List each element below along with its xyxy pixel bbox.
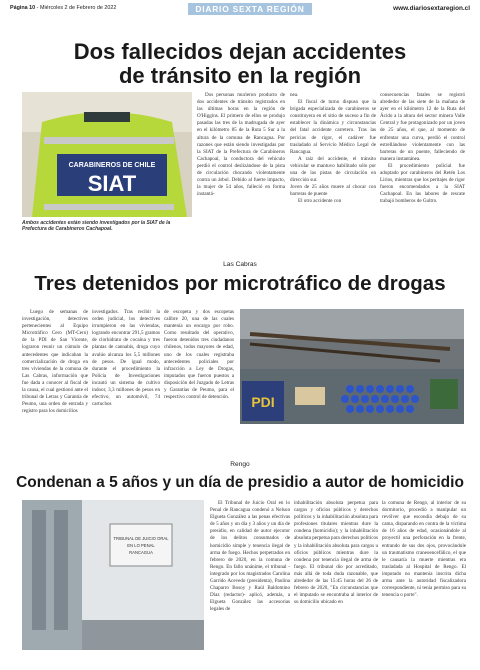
courthouse-photo [22,500,204,650]
article2-headline: Tres detenidos por microtráfico de drogas [34,272,446,295]
vest-text: CARABINEROS DE CHILE [68,162,156,169]
article1-col2a: nea. [290,92,299,98]
article1-column-2 [290,92,376,244]
seized-items-photo [240,309,464,424]
vest-siat-text: SIAT [87,171,137,196]
page-number: Página 10 [10,5,36,11]
svg-text:RANCAGUA: RANCAGUA [129,550,153,555]
svg-text:EN LO PENAL: EN LO PENAL [127,543,155,548]
article1-subhead: Joven de 25 años muere al chocar con barreras de puente [290,184,376,198]
page-date [10,5,116,11]
article1-title-line1: Dos fallecidos dejan accidentes [73,39,407,64]
article3-column-2 [294,500,378,660]
svg-text:TRIBUNAL DE JUICIO ORAL: TRIBUNAL DE JUICIO ORAL [113,536,169,541]
article3-column-3 [382,500,466,660]
article3-column-1 [210,500,290,660]
article3-kicker: Rengo [230,461,250,468]
article1-col2b: El fiscal de turno dispuso que la brigada especializada de carabineros se constituyera en el sitio de suceso a fin de establecer la dinámica y circunstancias del fatal accidente carretero. Tras las pericias de rigor, el cadáver fue trasladado al Servicio Médico Legal de Rancagua. [290,99,376,155]
article1-col1-text: Dos personas murieron producto de dos accidentes de tránsito registrados en las últimas horas en la región de O'Higgins. El primero de ellos se produjo pasadas las tres de la madrugada de ayer en el kilómetro 85 de la Ruta 5 Sur a la altura de la comuna de Rancagua. Por razones que están siendo investigadas por la SIAT de la Prefectura de Carabineros Cachapoal, la conductora del vehículo perdió el control deslizándose de la pista de circulación chocando violentamente contra un árbol. Debido al fuerte impacto, la mujer de 54 años, falleció en forma instantá- [197,92,285,198]
article1-title-line2: de tránsito en la región [118,63,362,89]
newspaper-name: DIARIO SEXTA REGIÓN [188,3,312,15]
article1-col2e: El otro accidente con [298,198,342,205]
article1-column-3 [380,92,465,244]
article3-col3-text: la comuna de Rengo, al interior de su dormitorio, procedió a manipular un revólver que escondía debajo de su cama, disparando en contra de la víctima de 16 años de edad, ocasionándole al proyectil una perforación en la frente, entrando de sus dos ojos, provocándole un traumatismo craneoencefálico, el que le causaría la muerte mientras era trasladada al Hospital de Rengo. El imputado no mantenía inscrita dicha arma ante la autoridad fiscalizadora correspondiente, ni tenía permiso para su tenencia o porte". [382,500,466,599]
article1-column-1 [197,92,285,244]
article2-kicker: Las Cabras [223,261,257,268]
article2-column-1 [22,309,88,447]
siat-officer-photo [22,92,192,217]
page-header [10,3,470,15]
article3-col2-text: inhabilitación absoluta perpetua para cargos y oficios públicos y derechos políticos y la inhabilitación absoluta para profesiones titulares mientras dure la condena (homicidio); y la inhabilitación absoluta perpetua para derechos políticos y la inhabilitación absoluta para cargos u oficios públicos mientras dure la condena por tenencia ilegal de arma de fuego. El tribunal dio por acreditado, más allá de toda duda razonable, que alrededor de las 15:45 horas del 26 de febrero de 2020, "En circunstancias que el imputado se encontraba al interior de su domicilio ubicado en [294,500,378,606]
photo-caption: Ambos accidentes están siendo investigados por la SIAT de la Prefectura de Carabineros Cachapoal. [22,220,171,233]
pdi-label: PDI [251,394,275,410]
article3-col1-text: El Tribunal de Juicio Oral en lo Penal de Rancagua condenó a Nelson Elgueta González a las penas efectivas de 5 años y un día y 3 años y un día de presidio, en calidad de autor ejecutor de los delitos consumados de homicidio simple y tenencia ilegal de arma de fuego. Hechos perpetrados en febrero de 2020, en la comuna de Rengo. En fallo unánime, el tribunal -integrado por los magistrados Carolina Garrido Acevedo (presidenta), Paulina Chaparro Bosoy y Raúl Baldomino Díaz (redactor)- aplicó, además, a Elgueta González las accesorias legales de [210,500,290,613]
article1-col2c: A raíz del accidente, el tránsito vehicular se mantuvo habilitado sólo por una de las pistas de circulación en dirección sur. [290,155,376,184]
article3-headline: Condenan a 5 años y un día de presidio a autor de homicidio [16,474,464,491]
article2-col1-text: Luego de semanas de investigación, detectives pertenecientes al Equipo Microtráfico Cero (MT-Cero) de la PDI de San Vicente, lograron reunir un cúmulo de antecedentes que indicaban la comercialización de droga en tres viviendas de la comuna de Las Cabras, información que fue dada a conocer al fiscal de la causa, el cual gestionó ante el tribunal de Letras y Garantía de Peumo, una orden de entrada y registro para los domicilios [22,309,88,415]
article1-col3b: El procedimiento policial fue adoptado por carabineros del Retén Los Lirios, mientras que los peritajes de rigor fueron encomendados a la SIAT Cachapoal. En las labores de rescate trabajó bomberos de Gultro. [380,162,465,205]
article2-column-3 [164,309,234,447]
article2-col2-text: investigados. Tras recibir la orden judicial, los detectives irrumpieron en las viviendas, logrando encontrar 291,5 gramos de clorhidrato de cocaína y tres plantas de cannabis, droga cuyo avalúo alcanza los 5,5 millones de pesos. De igual modo, durante el procedimiento la Policía de Investigaciones incautó un sistema de cultivo indoor, 3,3 millones de pesos en efectivo, un automóvil, 74 cartuchos [92,309,160,408]
date-text: - Miércoles 2 de Febrero de 2022 [35,5,117,11]
article1-col3: consecuencias fatales se registró alrededor de las siete de la mañana de ayer en el kilómetro 12 de la Ruta del Ácido a la altura del sector minera Valle Central y fue protagonizado por un joven de 25 años, el que, al momento de enfrentar una curva, perdió el control estrellándose violentamente con las barreras de un puente, falleciendo de manera instantánea. [380,92,465,162]
website-link[interactable]: www.diariosextaregion.cl [393,5,470,12]
article2-column-2 [92,309,160,447]
article1-headline [10,40,470,88]
article2-col3-text: de escopeta y dos escopetas calibre 20, una de las cuales mantenía un encargo por robo. Como resultado del operativo, fueron detenidos tres ciudadanos chilenos, todos mayores de edad, uno de los cuales registraba antecedentes policiales por infracción a Ley de Drogas, imputados que fueron puestos a disposición del Juzgado de Letras y Garantías de Peumo, para el respectivo control de detención. [164,309,234,401]
